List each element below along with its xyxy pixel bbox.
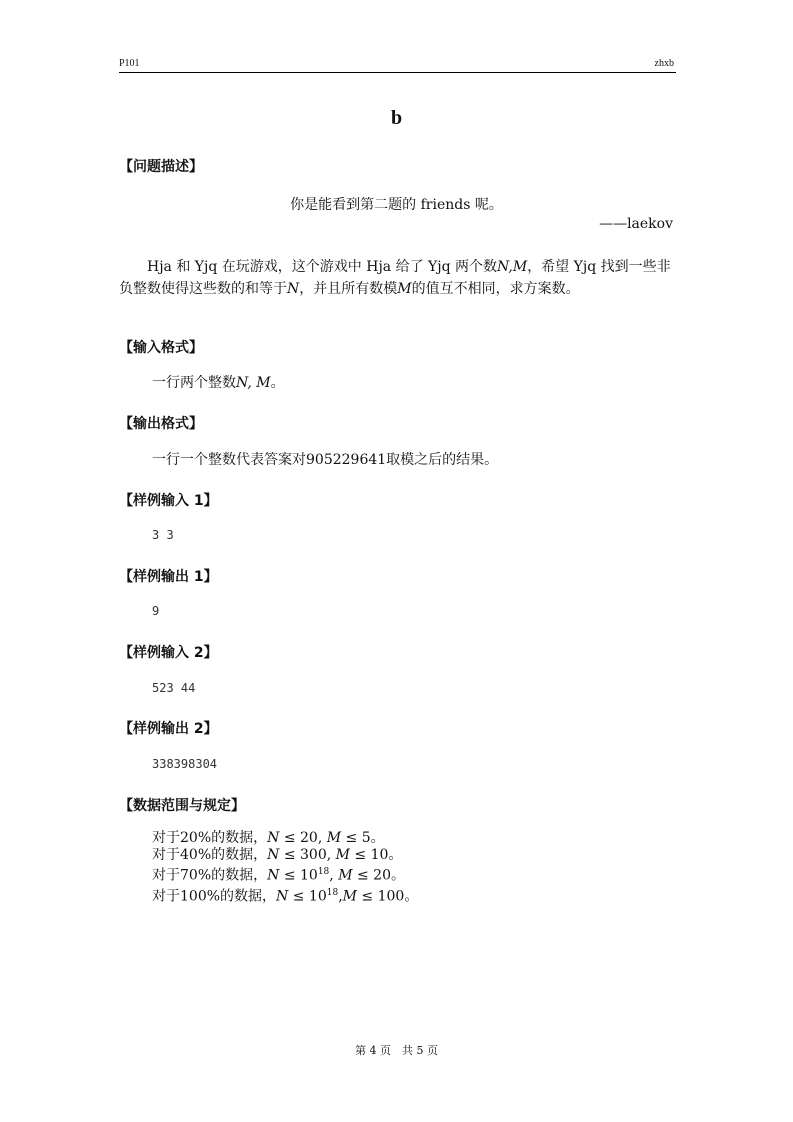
- header-rule: [119, 72, 676, 73]
- sample-input-2: 523 44: [152, 681, 196, 695]
- problem-description: Hja 和 Yjq 在玩游戏，这个游戏中 Hja 给了 Yjq 两个数N,M，希望 Yjq 找到一些非负整数使得这些数的和等于N，并且所有数模M的值互不相同，求方案数。: [119, 259, 671, 297]
- section-sample-input-1: 【样例输入 1】: [119, 493, 218, 509]
- problem-title: b: [390, 107, 403, 129]
- epigraph-author: ——laekov: [599, 216, 673, 232]
- sample-input-1: 3 3: [152, 528, 174, 542]
- section-data-range: 【数据范围与规定】: [119, 798, 245, 814]
- output-format-text: 一行一个整数代表答案对905229641取模之后的结果。: [152, 452, 499, 468]
- header-left: P101: [119, 58, 140, 69]
- section-sample-output-2: 【样例输出 2】: [119, 721, 218, 737]
- range-line: 对于70%的数据，$N \le 10^{18}$, M ≤ 20。: [152, 867, 405, 884]
- section-input-format: 【输入格式】: [119, 340, 203, 356]
- section-sample-output-1: 【样例输出 1】: [119, 569, 218, 585]
- range-line: 对于20%的数据，N ≤ 20, M ≤ 5。: [152, 830, 385, 846]
- section-sample-input-2: 【样例输入 2】: [119, 645, 218, 661]
- data-range-list: [152, 830, 418, 905]
- section-output-format: 【输出格式】: [119, 416, 203, 432]
- page-footer: 第 4 页 共 5 页: [355, 1044, 438, 1057]
- sample-output-1: 9: [152, 604, 160, 618]
- header-right: zhxb: [654, 58, 674, 69]
- epigraph-quote: 你是能看到第二题的 friends 呢。: [290, 197, 503, 213]
- sample-output-2: 338398304: [152, 757, 218, 771]
- range-line: 对于40%的数据，N ≤ 300, M ≤ 10。: [152, 847, 403, 863]
- range-line: 对于100%的数据，$N \le 10^{18},M \le 100$。: [152, 887, 419, 905]
- input-format-text: 一行两个整数N, M。: [152, 375, 285, 391]
- section-description: 【问题描述】: [119, 159, 203, 175]
